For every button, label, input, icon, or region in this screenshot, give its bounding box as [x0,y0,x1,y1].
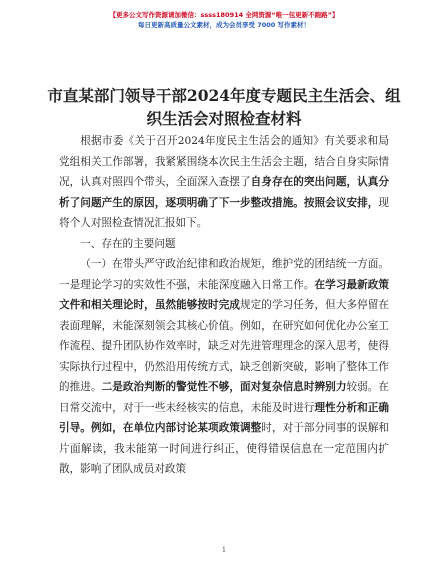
promo-line-1: 【更多公文写作资源请加微信：ssss180914 全网资源“唯一包更新不跑路”】 [109,11,339,19]
intro-text-2: 现将个人对照检查情况汇报如下。 [59,196,389,229]
para-text-4: 时，对于部分同事的误解和片面解读，我未能第一时间进行纠正，使得错误信息在一定范围内扩散，影响了团队成员对政策 [59,422,390,475]
para-bold-3: 理性分析和正确引导。例如，在单位内部讨论某项政策调整 [59,401,390,434]
section-heading-1: 一、存在的主要问题 [80,237,176,250]
intro-text-1: 根据市委《关于召开2024年度民主生活会的通知》有关要求和局党组相关工作部署，我紧紧围绕本次民主生活会主题，结合自身实际情况，认真对照四个带头，全面深入查摆了 [59,135,389,188]
promo-line-2: 每日更新高质量公文素材，成为会员享受 7000 写作素材！ [137,21,311,29]
intro-bold-text: 自身存在的突出问题，认真分析了问题产生的原因，逐项明确了下一步整改措施。按照会议安排， [59,176,390,209]
intro-paragraph [59,131,389,234]
para-text-3: 较弱。在日常交流中，对于一些未经核实的信息，未能及时进行 [59,381,390,414]
document-title: 市直某部门领导干部2024年度专题民主生活会、组织生活会对照检查材料 [47,86,401,128]
para-bold-1: 在学习最新政策文件和相关理论时，虽然能够按时完成 [59,278,390,311]
promo-header [0,10,448,30]
para-text-1: （一）在带头严守政治纪律和政治规矩，维护党的团结统一方面。一是理论学习的实效性不强，未能深度融入日常工作。 [59,258,389,291]
page-number: 1 [221,546,227,554]
document-body [59,131,389,480]
body-paragraph-1 [59,254,389,480]
para-text-2: 规定的学习任务，但大多停留在表面理解，未能深刻领会其核心价值。例如，在研究如何优化办公室工作流程、提升团队协作效率时，缺乏对先进管理理念的深入思考，使得实际执行过程中，仍然沿用传统方式，缺乏创新突破，影响了整体工作的推进。 [59,299,390,393]
para-bold-2: 二是政治判断的警觉性不够，面对复杂信息时辨别力 [101,381,347,393]
